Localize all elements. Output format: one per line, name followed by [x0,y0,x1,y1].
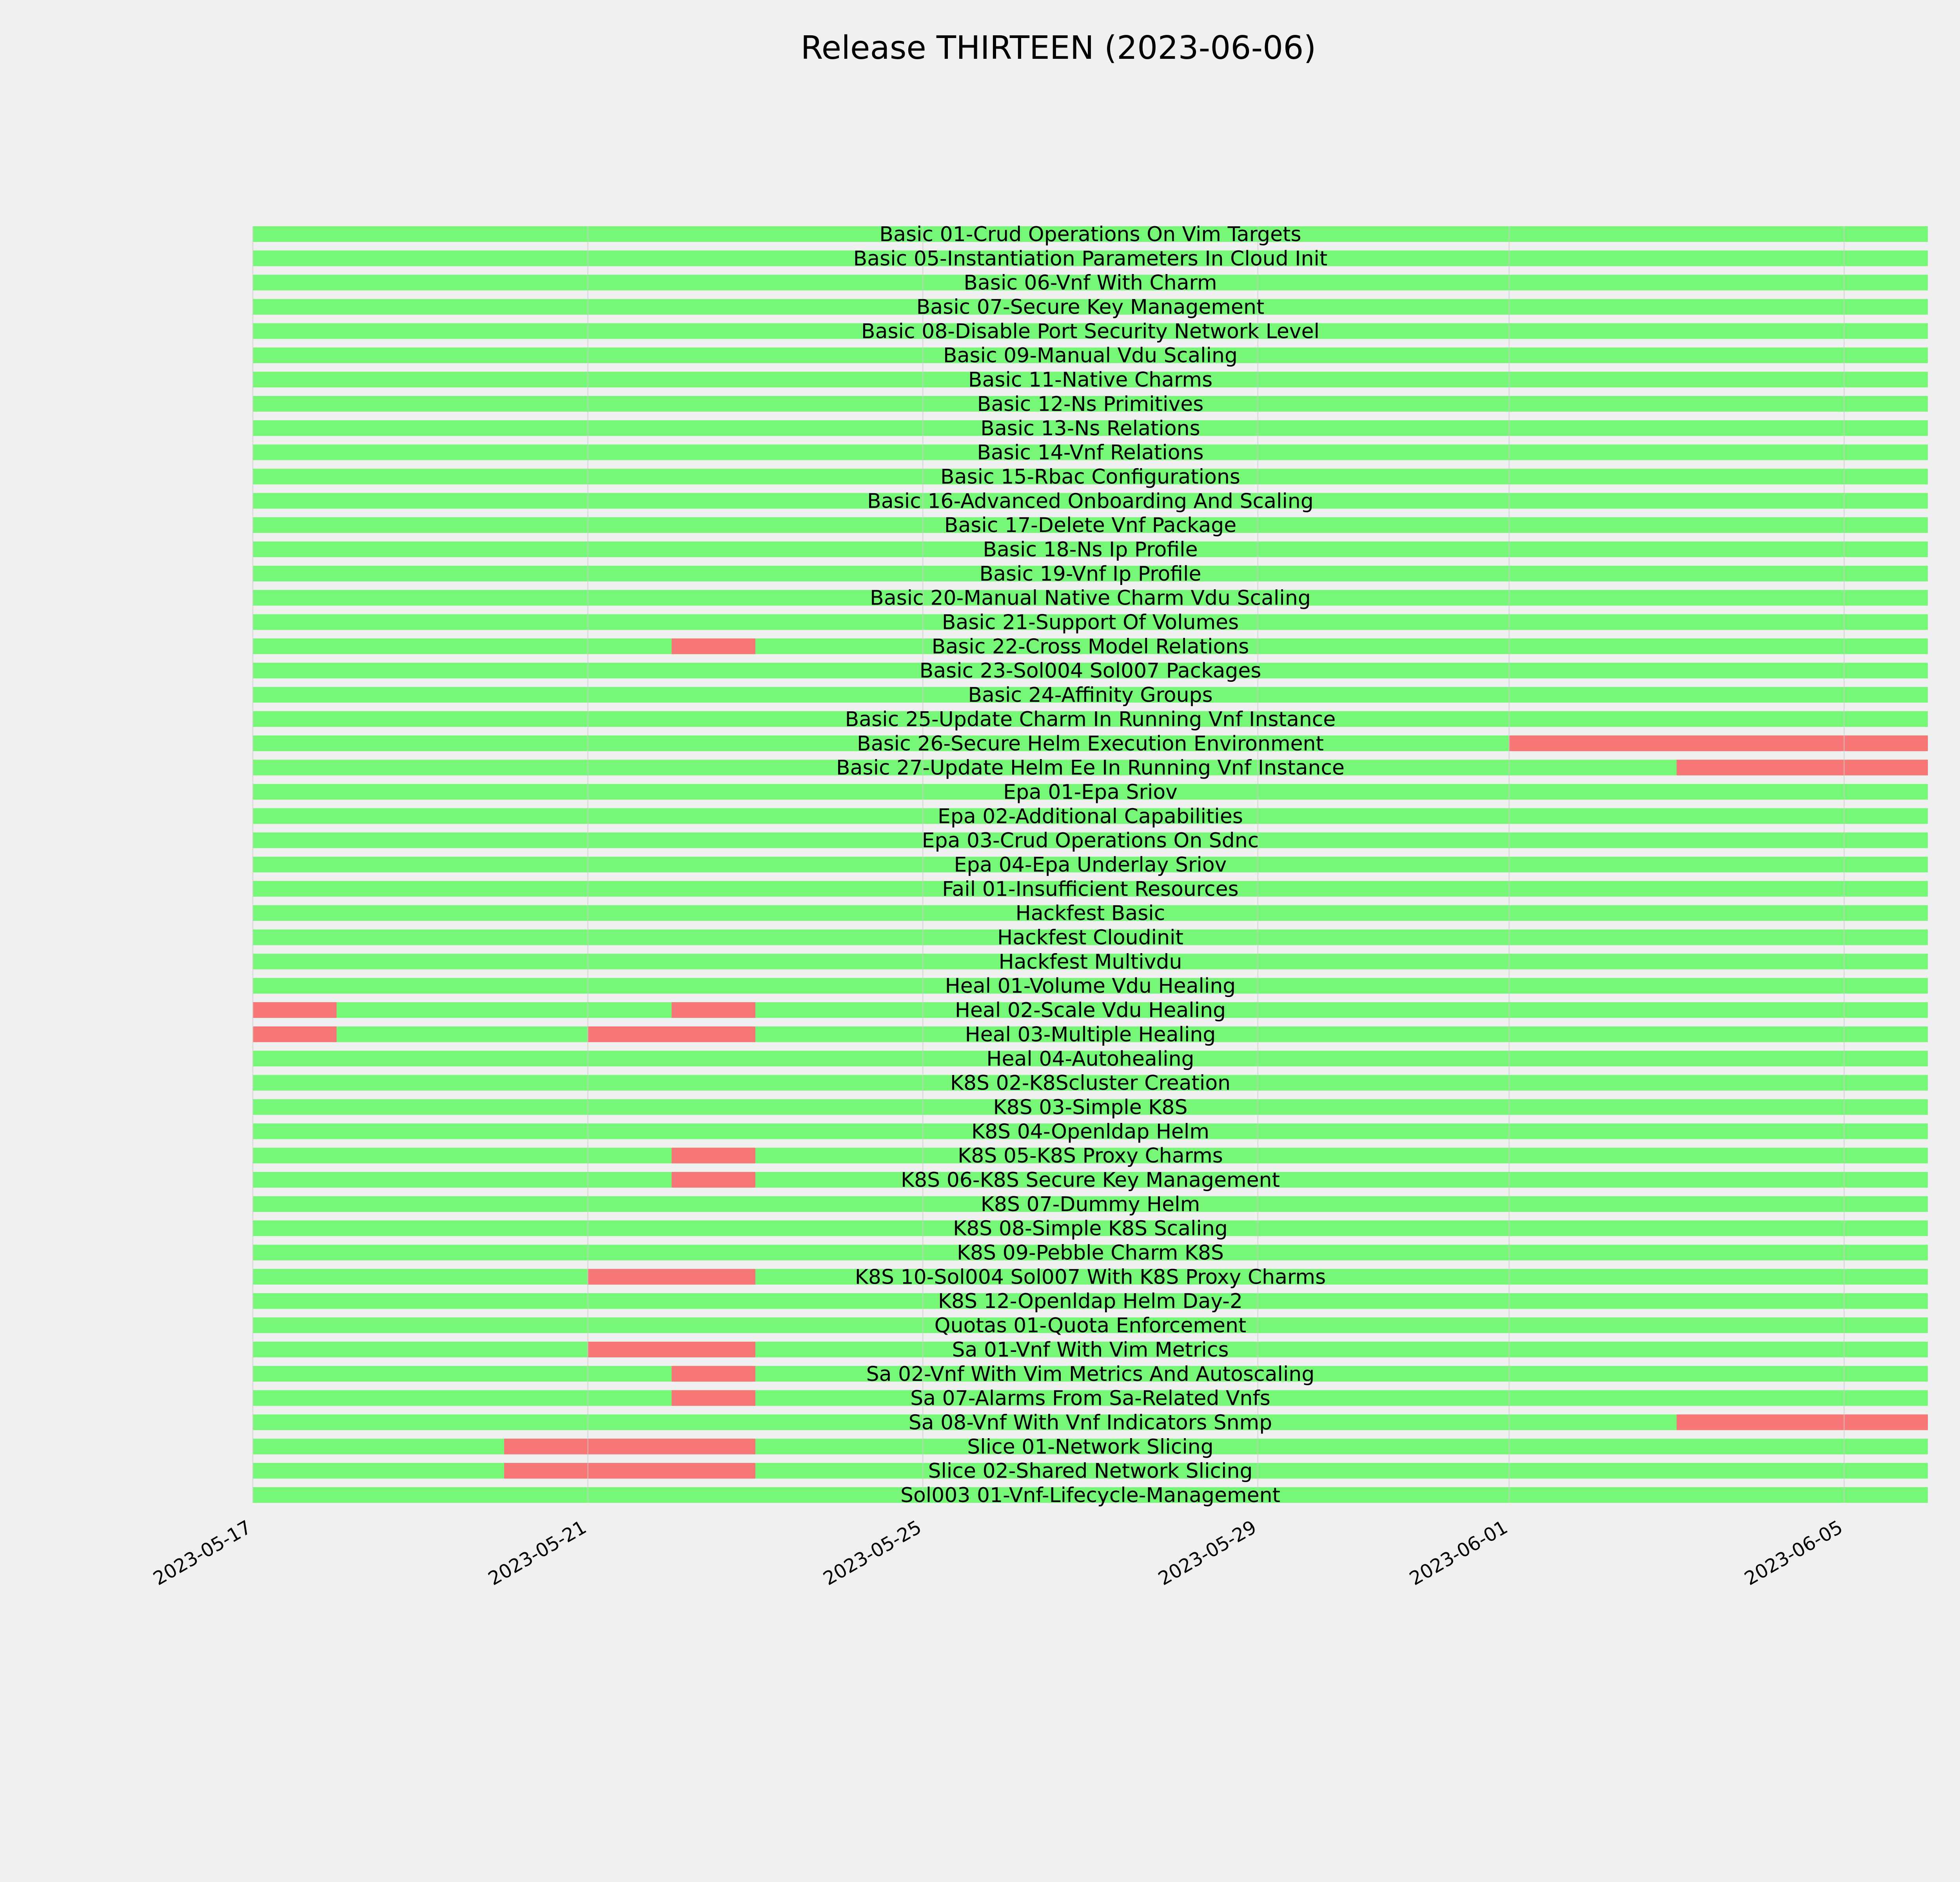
fail-bar [588,1026,755,1042]
fail-bar [671,1390,755,1406]
test-label: K8S 08-Simple K8S Scaling [953,1217,1228,1241]
test-label: K8S 06-K8S Secure Key Management [900,1168,1280,1192]
fail-bar [671,1172,755,1188]
test-label: Basic 15-Rbac Configurations [940,465,1240,489]
test-label: Heal 03-Multiple Healing [965,1023,1216,1046]
test-label: Sa 02-Vnf With Vim Metrics And Autoscaling [866,1362,1315,1386]
fail-bar [1677,760,1928,776]
test-label: Epa 02-Additional Capabilities [938,805,1243,828]
fail-bar [504,1463,755,1479]
test-label: K8S 07-Dummy Helm [980,1192,1200,1216]
x-tick-label: 2023-05-17 [149,1516,255,1590]
test-label: Basic 08-Disable Port Security Network Level [861,320,1320,343]
fail-bar [588,1342,755,1357]
test-label: Quotas 01-Quota Enforcement [934,1314,1247,1338]
test-label: Epa 03-Crud Operations On Sdnc [922,829,1259,853]
test-label: Basic 25-Update Charm In Running Vnf Instance [845,707,1336,731]
fail-bar [1509,736,1928,751]
fail-bar [671,1002,755,1018]
test-label: Basic 07-Secure Key Management [916,295,1265,319]
test-label: K8S 10-Sol004 Sol007 With K8S Proxy Charms [855,1265,1326,1289]
test-label: Slice 02-Shared Network Slicing [928,1459,1253,1483]
test-label: Hackfest Basic [1015,901,1165,925]
test-label: K8S 03-Simple K8S [993,1095,1188,1119]
fail-bar [588,1269,755,1284]
chart-title: Release THIRTEEN (2023-06-06) [800,29,1316,67]
test-label: Basic 23-Sol004 Sol007 Packages [919,659,1261,683]
fail-bar [504,1439,755,1454]
test-label: Sol003 01-Vnf-Lifecycle-Management [900,1484,1281,1507]
fail-bar [671,1366,755,1382]
fail-bar [671,638,755,654]
test-label: Basic 14-Vnf Relations [977,441,1204,465]
test-label: Basic 16-Advanced Onboarding And Scaling [867,489,1314,513]
test-label: Basic 05-Instantiation Parameters In Cloud Init [853,247,1328,271]
test-label: K8S 05-K8S Proxy Charms [958,1144,1223,1168]
x-tick-label: 2023-06-05 [1740,1516,1847,1590]
x-tick-label: 2023-06-01 [1406,1516,1512,1590]
test-label: K8S 09-Pebble Charm K8S [956,1241,1224,1265]
test-label: Sa 01-Vnf With Vim Metrics [952,1338,1229,1362]
test-label: Basic 13-Ns Relations [980,416,1200,440]
test-label: Basic 26-Secure Helm Execution Environment [857,732,1324,756]
test-label: Basic 17-Delete Vnf Package [944,514,1237,538]
test-label: K8S 02-K8Scluster Creation [950,1071,1231,1095]
test-label: Basic 22-Cross Model Relations [931,635,1249,659]
test-label: K8S 04-Openldap Helm [971,1120,1210,1144]
test-label: Epa 04-Epa Underlay Sriov [954,853,1227,877]
test-label: Basic 20-Manual Native Charm Vdu Scaling [870,586,1311,610]
fail-bar [671,1148,755,1163]
fail-bar [253,1026,337,1042]
test-label: Heal 02-Scale Vdu Healing [955,999,1226,1023]
x-tick-label: 2023-05-21 [485,1516,590,1590]
test-label: Heal 01-Volume Vdu Healing [945,974,1236,998]
test-label: Epa 01-Epa Sriov [1003,780,1178,804]
test-label: Heal 04-Autohealing [986,1047,1194,1071]
test-label: Basic 01-Crud Operations On Vim Targets [879,223,1301,246]
test-label: Basic 21-Support Of Volumes [942,610,1239,634]
test-label: Basic 11-Native Charms [968,368,1213,392]
test-label: Hackfest Cloudinit [997,926,1183,950]
x-tick-label: 2023-05-29 [1154,1516,1260,1590]
test-label: Basic 09-Manual Vdu Scaling [943,344,1238,368]
test-label: Slice 01-Network Slicing [967,1435,1214,1459]
test-label: Basic 12-Ns Primitives [977,392,1204,416]
test-label: Basic 24-Affinity Groups [968,683,1213,707]
test-label: K8S 12-Openldap Helm Day-2 [938,1290,1243,1313]
test-label: Sa 07-Alarms From Sa-Related Vnfs [910,1386,1270,1410]
test-label: Sa 08-Vnf With Vnf Indicators Snmp [908,1411,1272,1435]
x-tick-label: 2023-05-25 [819,1516,926,1590]
test-label: Basic 27-Update Helm Ee In Running Vnf Instance [836,756,1345,780]
fail-bar [1677,1414,1928,1430]
test-label: Basic 18-Ns Ip Profile [983,538,1198,561]
test-label: Hackfest Multivdu [998,950,1182,974]
test-label: Basic 06-Vnf With Charm [964,271,1217,295]
fail-bar [253,1002,337,1018]
test-label: Fail 01-Insufficient Resources [942,877,1239,901]
test-label: Basic 19-Vnf Ip Profile [979,562,1201,586]
